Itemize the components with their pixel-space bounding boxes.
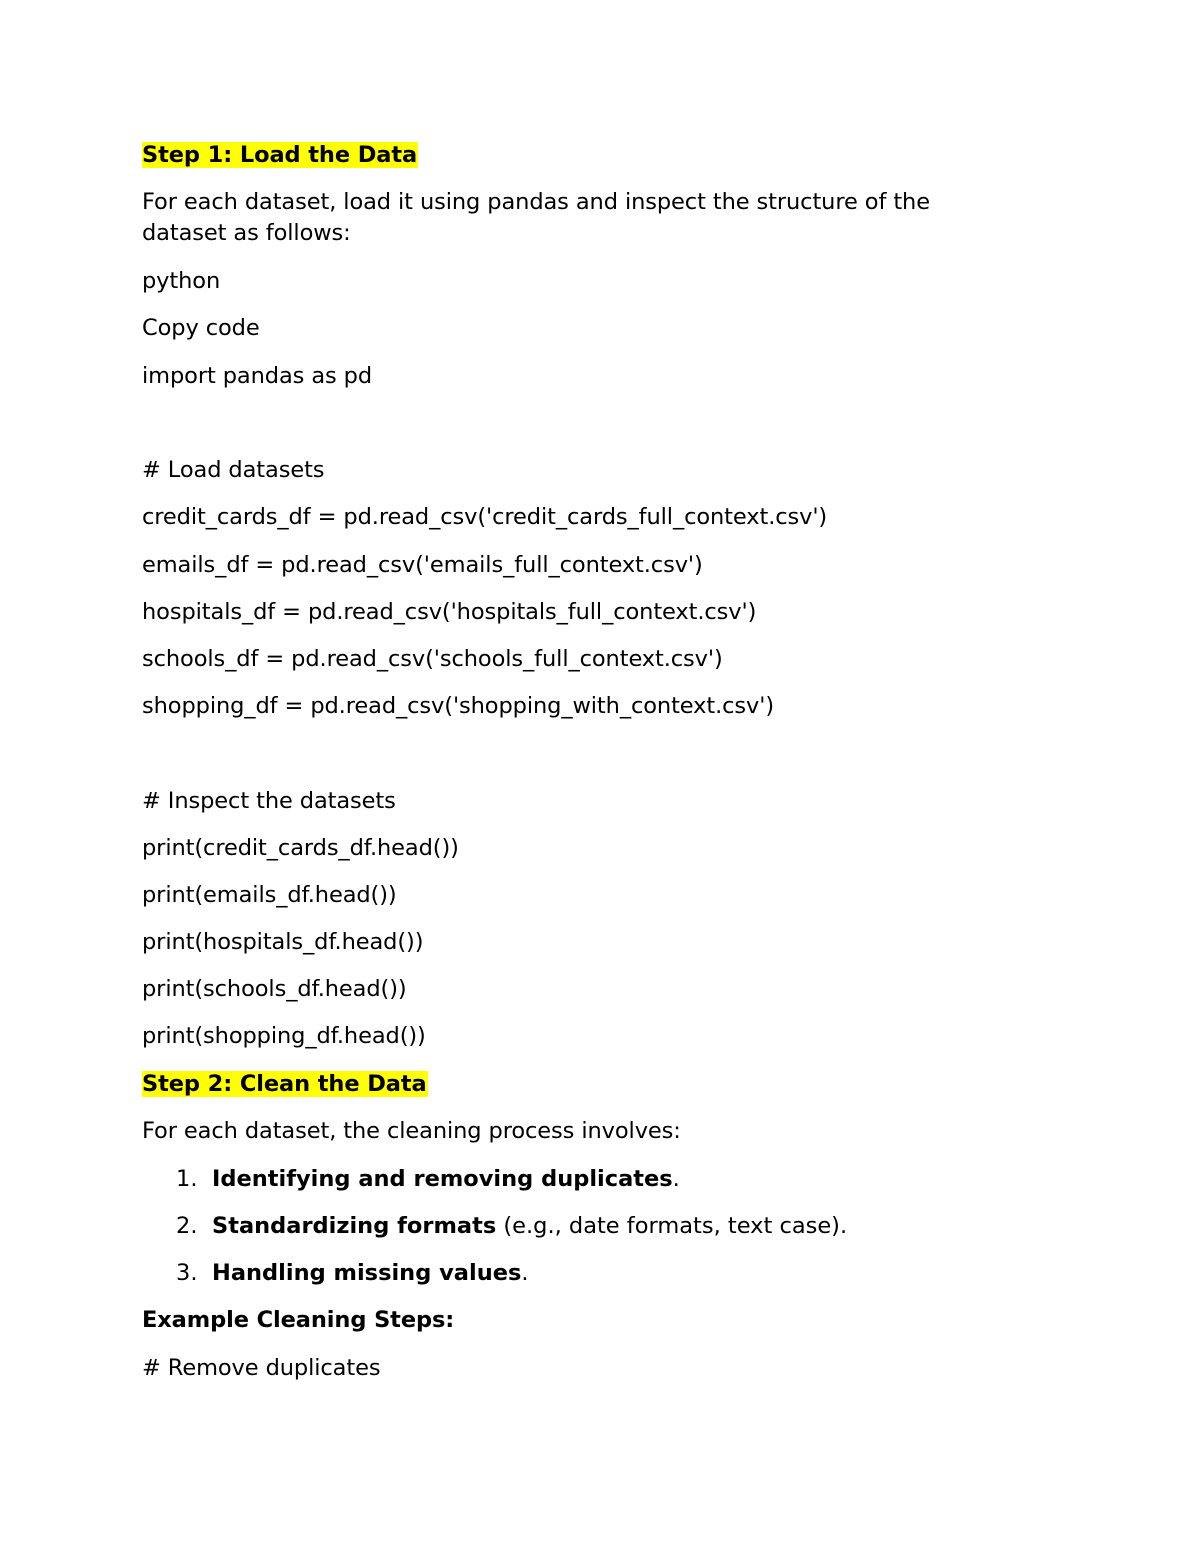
step1-intro-line2: dataset as follows: [142, 220, 351, 246]
list-item-bold: Handling missing values [212, 1260, 522, 1286]
code-import-line: import pandas as pd [142, 363, 373, 389]
code-comment-load: # Load datasets [142, 457, 325, 483]
code-load-line: schools_df = pd.read_csv('schools_full_context.csv') [142, 646, 723, 672]
code-load-line: emails_df = pd.read_csv('emails_full_context.csv') [142, 552, 703, 578]
list-item-rest: . [672, 1166, 680, 1192]
code-load-line: hospitals_df = pd.read_csv('hospitals_full_context.csv') [142, 599, 757, 625]
code-print-line: print(schools_df.head()) [142, 976, 407, 1002]
code-load-line: shopping_df = pd.read_csv('shopping_with_context.csv') [142, 693, 774, 719]
list-item-bold: Identifying and removing duplicates [212, 1166, 673, 1192]
list-item-bold: Standardizing formats [212, 1213, 497, 1239]
list-item-rest: . [521, 1260, 529, 1286]
step2-heading-text: Step 2: Clean the Data [142, 1071, 427, 1097]
code-print-line: print(shopping_df.head()) [142, 1023, 426, 1049]
code-print-line: print(credit_cards_df.head()) [142, 835, 459, 861]
list-item-number: 3. [176, 1260, 198, 1286]
step2-intro: For each dataset, the cleaning process involves: [142, 1118, 681, 1144]
code-print-line: print(emails_df.head()) [142, 882, 397, 908]
list-item-rest: (e.g., date formats, text case). [496, 1213, 848, 1239]
step2-heading [142, 1069, 428, 1099]
step1-intro-line1: For each dataset, load it using pandas and inspect the structure of the [142, 189, 930, 215]
code-language-label: python [142, 268, 221, 294]
code-comment-inspect: # Inspect the datasets [142, 788, 396, 814]
list-item [212, 1164, 680, 1194]
list-item-number: 2. [176, 1213, 198, 1239]
list-item-number: 1. [176, 1166, 198, 1192]
code-comment-remove: # Remove duplicates [142, 1355, 381, 1381]
list-item [212, 1211, 847, 1241]
list-item [212, 1258, 529, 1288]
copy-code-label[interactable]: Copy code [142, 315, 260, 341]
code-load-line: credit_cards_df = pd.read_csv('credit_cards_full_context.csv') [142, 504, 828, 530]
example-heading: Example Cleaning Steps: [142, 1307, 455, 1333]
step1-heading-text: Step 1: Load the Data [142, 142, 418, 168]
step1-heading [142, 140, 418, 170]
code-print-line: print(hospitals_df.head()) [142, 929, 424, 955]
